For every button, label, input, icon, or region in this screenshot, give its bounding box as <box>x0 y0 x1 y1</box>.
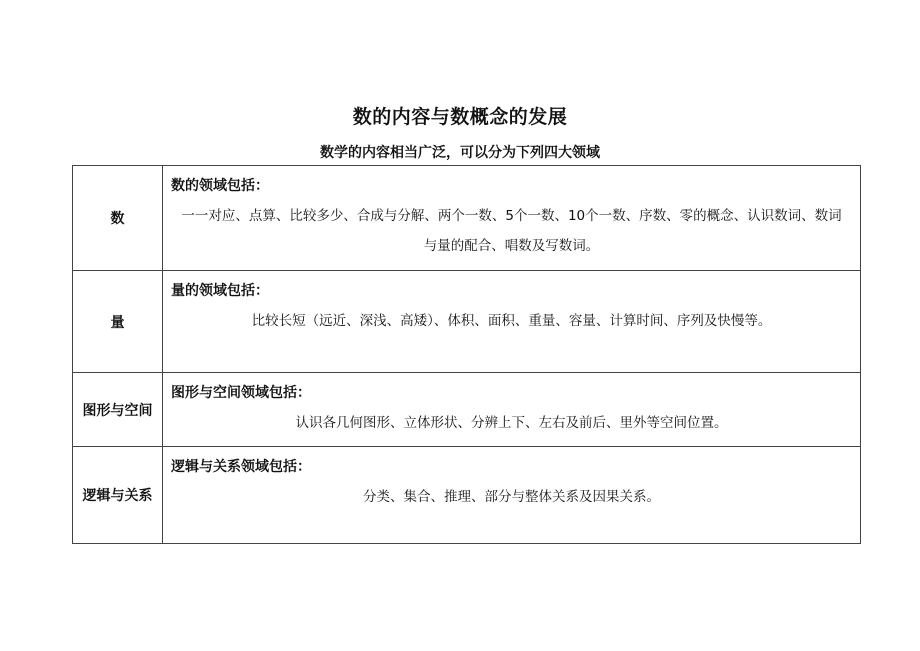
table-row-shape-space <box>73 373 861 447</box>
table-row-number <box>73 166 861 271</box>
page-title: 数的内容与数概念的发展 <box>352 106 568 128</box>
cell-body-quantity: 比较长短（远近、深浅、高矮）、体积、面积、重量、容量、计算时间、序列及快慢等。 <box>251 313 772 329</box>
cell-body-number: 一一对应、点算、比较多少、合成与分解、两个一数、5个一数、10个一数、序数、零的概念、认识数词、数词与量的配合、唱数及写数词。 <box>181 208 842 254</box>
row-label-logic-relation: 逻辑与关系 <box>73 447 163 544</box>
cell-heading-number: 数的领域包括： <box>171 178 269 194</box>
row-content-number <box>163 166 861 271</box>
row-label-number: 数 <box>73 166 163 271</box>
table-row-quantity <box>73 271 861 373</box>
cell-body-logic-relation: 分类、集合、推理、部分与整体关系及因果关系。 <box>363 489 660 505</box>
cell-body-shape-space: 认识各几何图形、立体形状、分辨上下、左右及前后、里外等空间位置。 <box>295 415 728 431</box>
row-content-logic-relation <box>163 447 861 544</box>
domains-table <box>72 165 861 544</box>
cell-heading-shape-space: 图形与空间领域包括： <box>171 385 311 401</box>
row-content-shape-space <box>163 373 861 447</box>
row-label-shape-space: 图形与空间 <box>73 373 163 447</box>
cell-heading-quantity: 量的领域包括： <box>171 283 269 299</box>
row-content-quantity <box>163 271 861 373</box>
row-label-quantity: 量 <box>73 271 163 373</box>
table-row-logic-relation <box>73 447 861 544</box>
page-subtitle: 数学的内容相当广泛，可以分为下列四大领域 <box>320 145 600 161</box>
cell-heading-logic-relation: 逻辑与关系领域包括： <box>171 459 311 475</box>
